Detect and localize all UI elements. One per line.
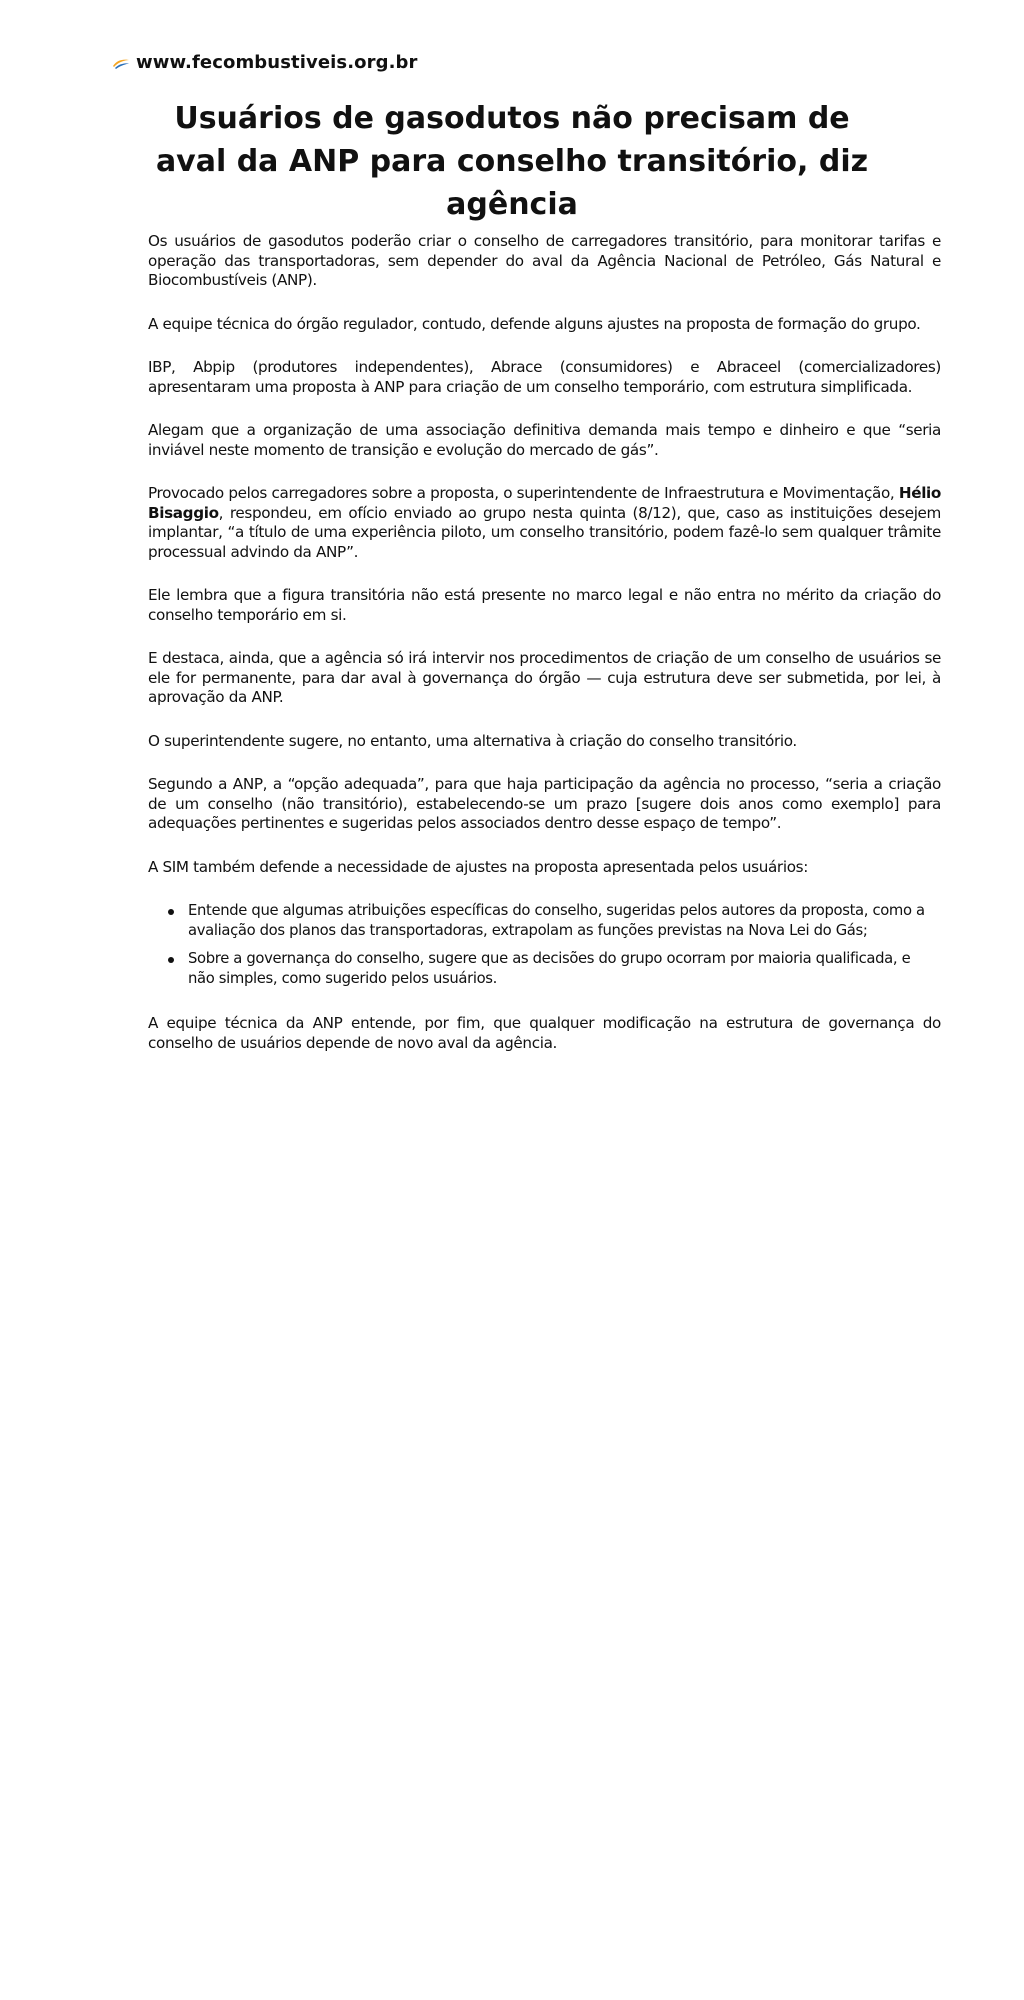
article-paragraph: E destaca, ainda, que a agência só irá intervir nos procedimentos de criação de um conselho de usuários se ele for permanente, para dar aval à governança do órgão — cuja estrutura deve ser submetida, por lei, à aprovação da ANP.: [148, 649, 941, 706]
article-paragraph: A equipe técnica da ANP entende, por fim, que qualquer modificação na estrutura de governança do conselho de usuários depende de novo aval da agência.: [148, 1014, 941, 1052]
article-body: [148, 230, 941, 1077]
article-title: Usuários de gasodutos não precisam de aval da ANP para conselho transitório, diz agência: [155, 101, 869, 222]
list-item: Entende que algumas atribuições específicas do conselho, sugeridas pelos autores da proposta, como a avaliação dos planos das transportadoras, extrapolam as funções previstas na Nova Lei do Gás;: [188, 901, 941, 941]
site-header: [112, 52, 417, 73]
article-paragraph: Ele lembra que a figura transitória não está presente no marco legal e não entra no mérito da criação do conselho temporário em si.: [148, 586, 941, 624]
article-paragraph: Segundo a ANP, a “opção adequada”, para que haja participação da agência no processo, “seria a criação de um conselho (não transitório), estabelecendo-se um prazo [sugere dois anos como exemplo] para adequações pertinentes e sugeridas pelos associados dentro desse espaço de tempo”.: [148, 775, 941, 832]
flame-swoosh-logo-icon: [112, 56, 130, 70]
article-paragraph: Os usuários de gasodutos poderão criar o conselho de carregadores transitório, para monitorar tarifas e operação das transportadoras, sem depender do aval da Agência Nacional de Petróleo, Gás Natural e Biocombustíveis (ANP).: [148, 232, 941, 289]
bullet-list: [148, 901, 941, 989]
person-name: Hélio Bisaggio: [148, 484, 941, 522]
paragraph-text: Provocado pelos carregadores sobre a proposta, o superintendente de Infraestrutura e Movimentação,: [148, 484, 899, 502]
article-paragraph: A equipe técnica do órgão regulador, contudo, defende alguns ajustes na proposta de formação do grupo.: [148, 314, 921, 333]
list-item: Sobre a governança do conselho, sugere que as decisões do grupo ocorram por maioria qualificada, e não simples, como sugerido pelos usuários.: [188, 949, 941, 989]
article-paragraph: A SIM também defende a necessidade de ajustes na proposta apresentada pelos usuários:: [148, 857, 808, 876]
article-paragraph: O superintendente sugere, no entanto, uma alternativa à criação do conselho transitório.: [148, 731, 797, 750]
site-url[interactable]: www.fecombustiveis.org.br: [136, 52, 418, 73]
article-paragraph: Alegam que a organização de uma associação definitiva demanda mais tempo e dinheiro e que “seria inviável neste momento de transição e evolução do mercado de gás”.: [148, 421, 941, 459]
paragraph-text: , respondeu, em ofício enviado ao grupo nesta quinta (8/12), que, caso as instituições desejem implantar, “a título de uma experiência piloto, um conselho transitório, podem fazê-lo sem qualquer trâmite processual advindo da ANP”.: [148, 503, 941, 561]
article-paragraph: IBP, Abpip (produtores independentes), Abrace (consumidores) e Abraceel (comercializadores) apresentaram uma proposta à ANP para criação de um conselho temporário, com estrutura simplificada.: [148, 358, 941, 396]
article-paragraph: [148, 484, 941, 562]
